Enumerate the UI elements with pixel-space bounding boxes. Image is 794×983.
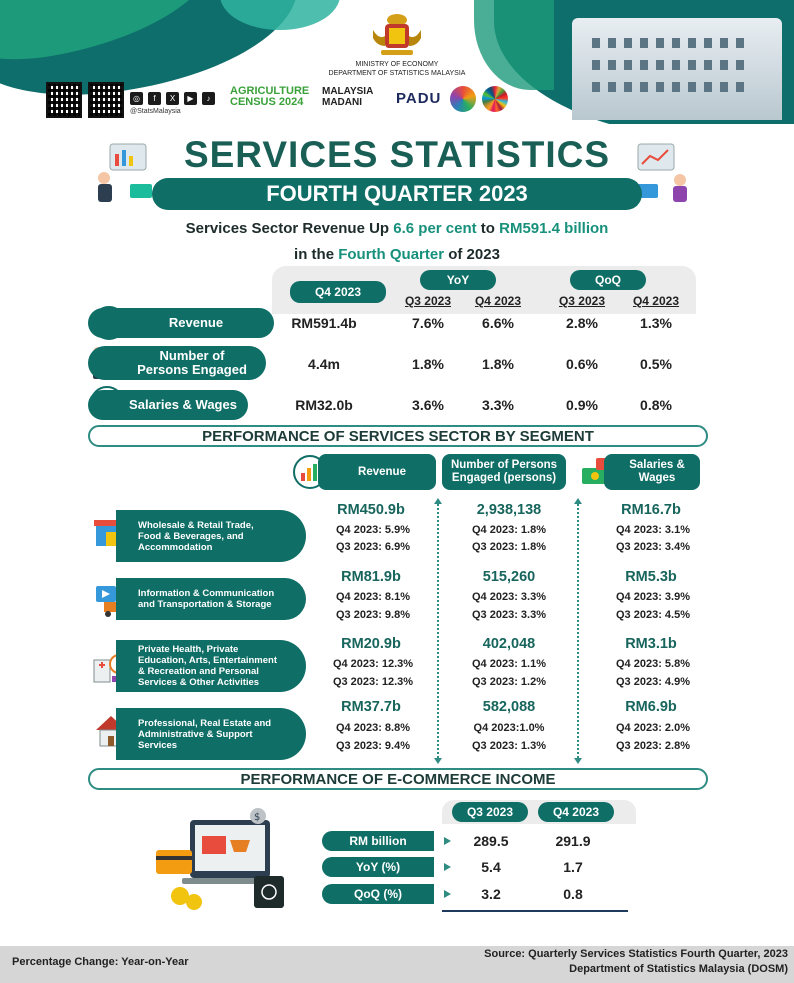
svg-text:$: $ (254, 812, 261, 823)
segment-label-line: Education, Arts, Entertainment (138, 655, 277, 666)
headline-highlight: 6.6 per cent (393, 220, 477, 237)
x-icon[interactable]: X (166, 92, 179, 105)
col-header-line: Engaged (persons) (451, 472, 557, 484)
ec-col-q4: Q4 2023 (538, 802, 614, 822)
revenue-qoq-q3: 2.8% (566, 315, 598, 331)
persons-qoq-q4: 0.5% (640, 356, 672, 372)
seg2-persons-q4: Q4 2023: 3.3% (472, 591, 546, 603)
col-q4-2023: Q4 2023 (290, 281, 386, 303)
segment-label-line: Administrative & Support (138, 728, 253, 740)
seg2-salaries: RM5.3b (625, 569, 677, 585)
source-line: Department of Statistics Malaysia (DOSM) (569, 963, 788, 975)
headline-line-1 (0, 216, 794, 242)
headline-text: of 2023 (444, 246, 500, 263)
seg1-revenue: RM450.9b (337, 502, 405, 518)
source-line: Source: Quarterly Services Statistics Fourth Quarter, 2023 (484, 948, 788, 960)
page-title: SERVICES STATISTICS (183, 134, 611, 175)
madani-logo-line: MADANI (322, 97, 362, 108)
seg3-persons-q4: Q4 2023: 1.1% (472, 658, 546, 670)
column-divider (577, 500, 579, 762)
col-header-persons (442, 454, 566, 490)
seg3-persons: 402,048 (482, 636, 536, 652)
agriculture-census-logo (230, 86, 309, 108)
ec-col-q3: Q3 2023 (452, 802, 528, 822)
salaries-yoy-q3: 3.6% (412, 397, 444, 413)
sub-col-qoq-q3: Q3 2023 (558, 294, 606, 308)
segment-label-line: Services (138, 739, 178, 751)
row-label-line: Persons Engaged (137, 362, 247, 377)
seg1-persons-q4: Q4 2023: 1.8% (472, 524, 546, 536)
segment-label-line: Professional, Real Estate and (138, 717, 272, 729)
seg1-salaries-q4: Q4 2023: 3.1% (616, 524, 690, 536)
seg3-salaries-q4: Q4 2023: 5.8% (616, 658, 690, 670)
seg3-salaries-q3: Q3 2023: 4.9% (616, 676, 690, 688)
segment-label-professional-real-estate (116, 708, 306, 760)
seg2-revenue: RM81.9b (341, 569, 401, 585)
segment-label-health-education-arts (116, 640, 306, 692)
seg4-salaries-q3: Q3 2023: 2.8% (616, 740, 690, 752)
arrow-right-icon (444, 890, 451, 898)
salaries-qoq-q3: 0.9% (566, 397, 598, 413)
ec-row-label-qoq: QoQ (%) (322, 884, 434, 904)
ec-row-label-yoy: YoY (%) (322, 857, 434, 877)
headline-text: to (476, 220, 500, 237)
tiktok-icon[interactable]: ♪ (202, 92, 215, 105)
department-line: DEPARTMENT OF STATISTICS MALAYSIA (328, 70, 466, 77)
instagram-icon[interactable]: ◎ (130, 92, 143, 105)
segment-label-line: & Recreation and Personal (138, 666, 259, 677)
row-label-line: Number of (159, 348, 225, 363)
headline-text: Services Sector Revenue Up (185, 220, 394, 237)
salaries-yoy-q4: 3.3% (482, 397, 514, 413)
arrow-right-icon (444, 837, 451, 845)
segment-label-line: Food & Beverages, and (138, 530, 244, 542)
sub-col-yoy-q3: Q3 2023 (404, 294, 452, 308)
ecommerce-section-title: PERFORMANCE OF E-COMMERCE INCOME (88, 768, 708, 790)
revenue-yoy-q4: 6.6% (482, 315, 514, 331)
seg4-salaries-q4: Q4 2023: 2.0% (616, 722, 690, 734)
seg4-persons-q3: Q3 2023: 1.3% (472, 740, 546, 752)
ministry-name (297, 60, 497, 78)
seg3-salaries: RM3.1b (625, 636, 677, 652)
segment-label-line: Services & Other Activities (138, 677, 260, 688)
qr-code-icon (46, 82, 82, 118)
ec-qoq-q3: 3.2 (481, 886, 501, 902)
ec-row-label-rm-billion: RM billion (322, 831, 434, 851)
padu-logo: PADU (396, 90, 442, 107)
seg1-revenue-q4: Q4 2023: 5.9% (336, 524, 410, 536)
headline-text: in the (294, 246, 339, 263)
youtube-icon[interactable]: ▶ (184, 92, 197, 105)
seg4-salaries: RM6.9b (625, 699, 677, 715)
col-header-line: Number of Persons (450, 459, 558, 471)
seg1-persons: 2,938,138 (476, 502, 542, 518)
malaysia-crest-icon (369, 10, 425, 58)
persons-qoq-q3: 0.6% (566, 356, 598, 372)
stats-logo-icon (450, 86, 476, 112)
persons-yoy-q4: 1.8% (482, 356, 514, 372)
seg2-persons-q3: Q3 2023: 3.3% (472, 609, 546, 621)
seg2-salaries-q3: Q3 2023: 4.5% (616, 609, 690, 621)
revenue-q4: RM591.4b (291, 315, 357, 331)
ec-rm-q3: 289.5 (473, 833, 509, 849)
seg3-persons-q3: Q3 2023: 1.2% (472, 676, 546, 688)
agri-logo-line: CENSUS 2024 (230, 96, 304, 108)
qr-code-icon (88, 82, 124, 118)
persons-q4: 4.4m (308, 356, 340, 372)
headline-highlight: RM591.4 billion (499, 220, 609, 237)
segment-label-line: Wholesale & Retail Trade, (138, 519, 254, 531)
header-banner (0, 0, 794, 124)
sub-col-yoy-q4: Q4 2023 (474, 294, 522, 308)
seg1-revenue-q3: Q3 2023: 6.9% (336, 541, 410, 553)
footer-note: Percentage Change: Year-on-Year (12, 956, 189, 968)
col-header-line: Salaries & (629, 459, 685, 471)
row-label-salaries-wages: Salaries & Wages (88, 390, 248, 420)
seg4-revenue-q3: Q3 2023: 9.4% (336, 740, 410, 752)
seg3-revenue: RM20.9b (341, 636, 401, 652)
revenue-qoq-q4: 1.3% (640, 315, 672, 331)
seg2-salaries-q4: Q4 2023: 3.9% (616, 591, 690, 603)
seg3-revenue-q3: Q3 2023: 12.3% (332, 676, 414, 688)
ec-yoy-q4: 1.7 (563, 859, 583, 875)
social-handle: @StatsMalaysia (130, 108, 181, 115)
social-icons (130, 92, 215, 105)
malaysia-madani-logo (322, 86, 373, 108)
salaries-q4: RM32.0b (295, 397, 353, 413)
seg4-revenue-q4: Q4 2023: 8.8% (336, 722, 410, 734)
segment-label-line: Private Health, Private (138, 644, 239, 655)
seg4-persons: 582,088 (482, 699, 536, 715)
row-label-persons-engaged (88, 346, 266, 380)
col-header-revenue: Revenue (318, 454, 436, 490)
table-underline (442, 910, 628, 912)
seg1-persons-q3: Q3 2023: 1.8% (472, 541, 546, 553)
col-qoq: QoQ (570, 270, 646, 290)
seg2-revenue-q4: Q4 2023: 8.1% (336, 591, 410, 603)
persons-yoy-q3: 1.8% (412, 356, 444, 372)
madani-logo-line: MALAYSIA (322, 86, 374, 97)
ec-rm-q4: 291.9 (555, 833, 591, 849)
ministry-line: MINISTRY OF ECONOMY (355, 61, 439, 68)
col-yoy: YoY (420, 270, 496, 290)
seg2-revenue-q3: Q3 2023: 9.8% (336, 609, 410, 621)
salaries-qoq-q4: 0.8% (640, 397, 672, 413)
seg1-salaries-q3: Q3 2023: 3.4% (616, 541, 690, 553)
headline-highlight: Fourth Quarter (338, 246, 445, 263)
segment-label-line: and Transportation & Storage (138, 599, 272, 610)
segment-label-wholesale-retail (116, 510, 306, 562)
segment-label-ict-transport (116, 578, 306, 620)
seg4-revenue: RM37.7b (341, 699, 401, 715)
ec-qoq-q4: 0.8 (563, 886, 583, 902)
seg2-persons: 515,260 (482, 569, 536, 585)
ecommerce-illustration-icon (150, 806, 290, 916)
seg4-persons-q4: Q4 2023:1.0% (473, 722, 545, 734)
row-label-revenue: Revenue (88, 308, 274, 338)
col-header-line: Wages (638, 472, 676, 484)
dosm-building-image (572, 18, 782, 120)
facebook-icon[interactable]: f (148, 92, 161, 105)
revenue-yoy-q3: 7.6% (412, 315, 444, 331)
segment-label-line: Accommodation (138, 541, 213, 553)
sub-col-qoq-q4: Q4 2023 (632, 294, 680, 308)
sdg-wheel-icon (482, 86, 508, 112)
agri-logo-line: AGRICULTURE (230, 85, 310, 97)
segment-section-title: PERFORMANCE OF SERVICES SECTOR BY SEGMENT (88, 425, 708, 447)
seg3-revenue-q4: Q4 2023: 12.3% (332, 658, 414, 670)
headline-line-2 (0, 242, 794, 268)
seg1-salaries: RM16.7b (621, 502, 681, 518)
arrow-right-icon (444, 863, 451, 871)
headline (0, 216, 794, 268)
col-header-salaries (604, 454, 700, 490)
segment-label-line: Information & Communication (138, 588, 275, 599)
footer-source (484, 947, 788, 977)
ec-yoy-q3: 5.4 (481, 859, 501, 875)
quarter-banner: FOURTH QUARTER 2023 (152, 178, 642, 210)
